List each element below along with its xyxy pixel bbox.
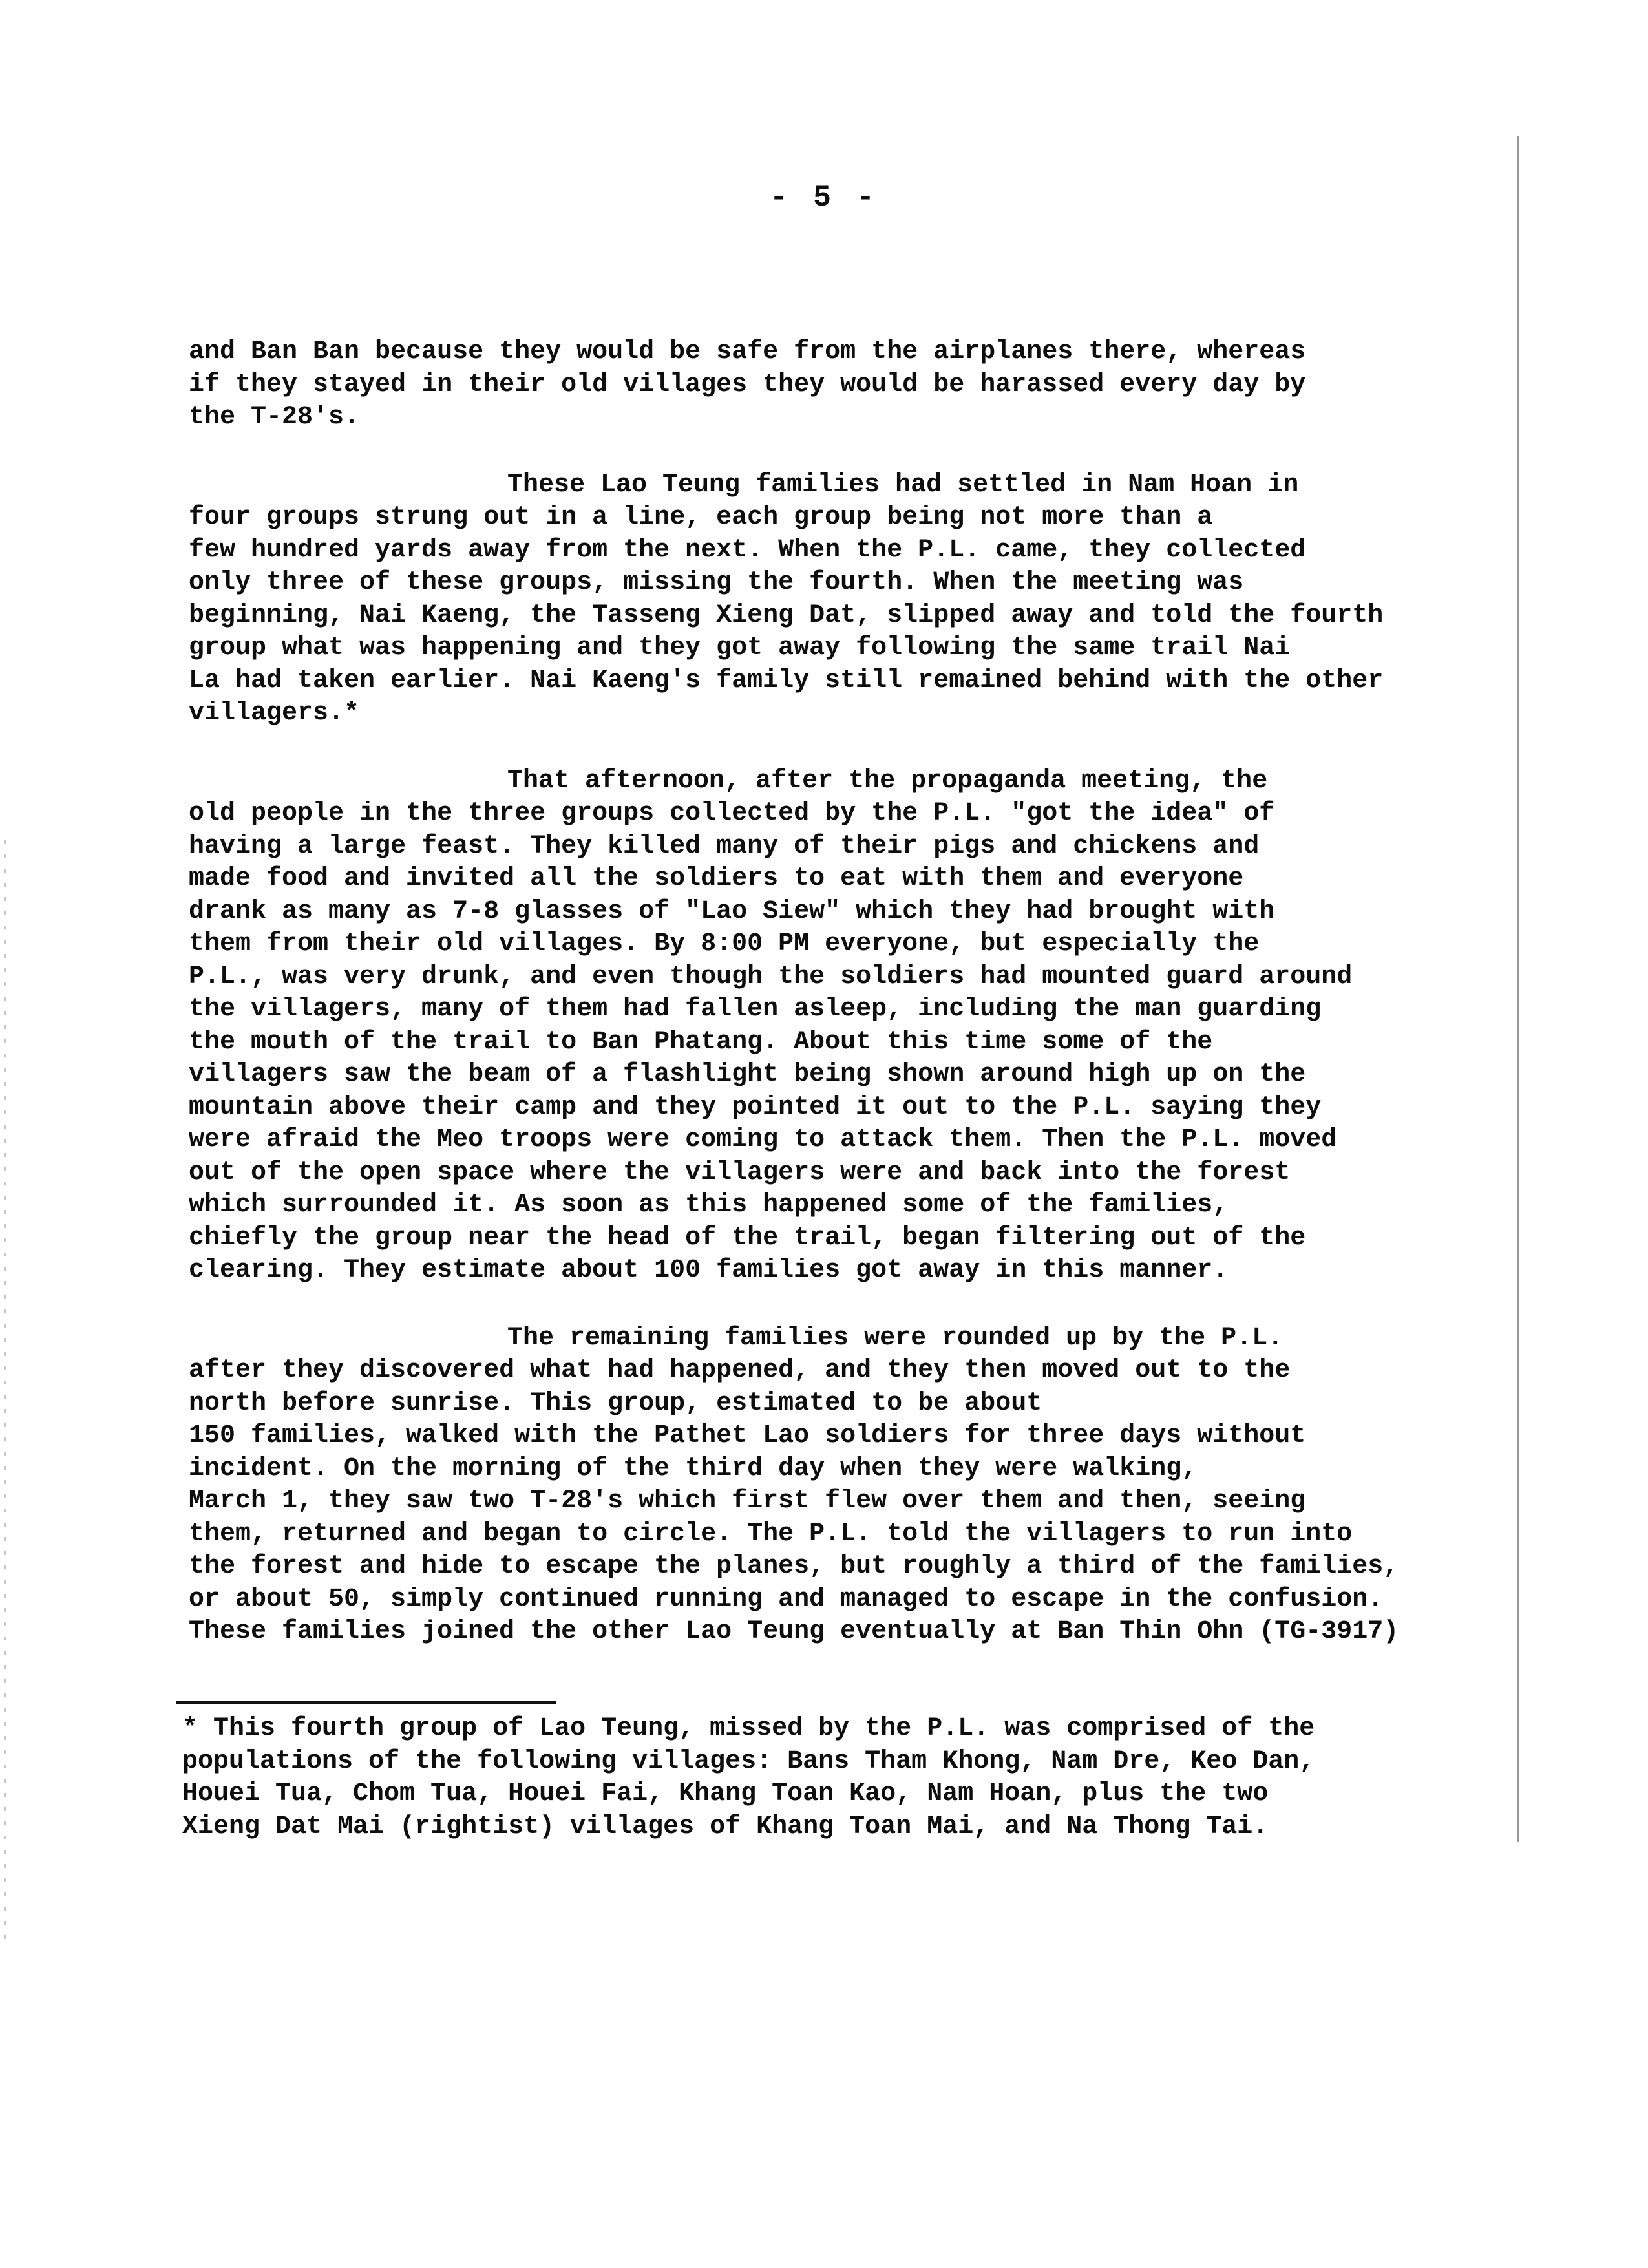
- scan-edge-marks: [4, 840, 6, 1939]
- paragraph-2: These Lao Teung families had settled in Nam Hoan in four groups strung out in a line, each group being not more than a few hundred yards away from the next. When the P.L. came, they collected only three of these groups, missing the fourth. When the meeting was beginning, Nai Kaeng, the Tasseng Xieng Dat, slipped away and told the fourth group what was happening and they got away following the same trail Nai La had taken earlier. Nai Kaeng's family still remained behind with the other villagers.*: [189, 470, 1384, 728]
- footnote: * This fourth group of Lao Teung, missed by the P.L. was comprised of the populations of the following villages: Bans Tham Khong, Nam Dre, Keo Dan, Houei Tua, Chom Tua, Houei Fai, Khang Toan Kao, Nam Hoan, plus the two Xieng Dat Mai (rightist) villages of Khang Toan Mai, and Na Thong Tai.: [182, 1714, 1315, 1841]
- scan-margin-line: [1517, 136, 1519, 1842]
- paragraph-3: That afternoon, after the propaganda meeting, the old people in the three groups collected by the P.L. "got the idea" of having a large feast. They killed many of their pigs and chickens and made food and invited all the soldiers to eat with them and everyone drank as many as 7-8 glasses of "Lao Siew" which they had brought with them from their old villages. By 8:00 PM everyone, but especially the P.L., was very drunk, and even though the soldiers had mounted guard around the villagers, many of them had fallen asleep, including the man guarding the mouth of the trail to Ban Phatang. About this time some of the villagers saw the beam of a flashlight being shown around high up on the mountain above their camp and they pointed it out to the P.L. saying they were afraid the Meo troops were coming to attack them. Then the P.L. moved out of the open space where the villagers were and back into the forest which surrounded it. As soon as this happened some of the families, chiefly the group near the head of the trail, began filtering out of the clearing. They estimate about 100 families got away in this manner.: [189, 766, 1353, 1285]
- page-number: - 5 -: [769, 181, 879, 215]
- body-text: [189, 336, 1468, 1684]
- paragraph-1: and Ban Ban because they would be safe from the airplanes there, whereas if they stayed in their old villages they would be harassed every day by the T-28's.: [189, 337, 1306, 432]
- paragraph-4: The remaining families were rounded up by the P.L. after they discovered what had happened, and they then moved out to the north before sunrise. This group, estimated to be about 150 families, walked with the Pathet Lao soldiers for three days without incident. On the morning of the third day when they were walking, March 1, they saw two T-28's which first flew over them and then, seeing them, returned and began to circle. The P.L. told the villagers to run into the forest and hide to escape the planes, but roughly a third of the families, or about 50, simply continued running and managed to escape in the confusion. These families joined the other Lao Teung eventually at Ban Thin Ohn (TG-3917): [189, 1323, 1399, 1646]
- footnote-divider: [176, 1701, 556, 1704]
